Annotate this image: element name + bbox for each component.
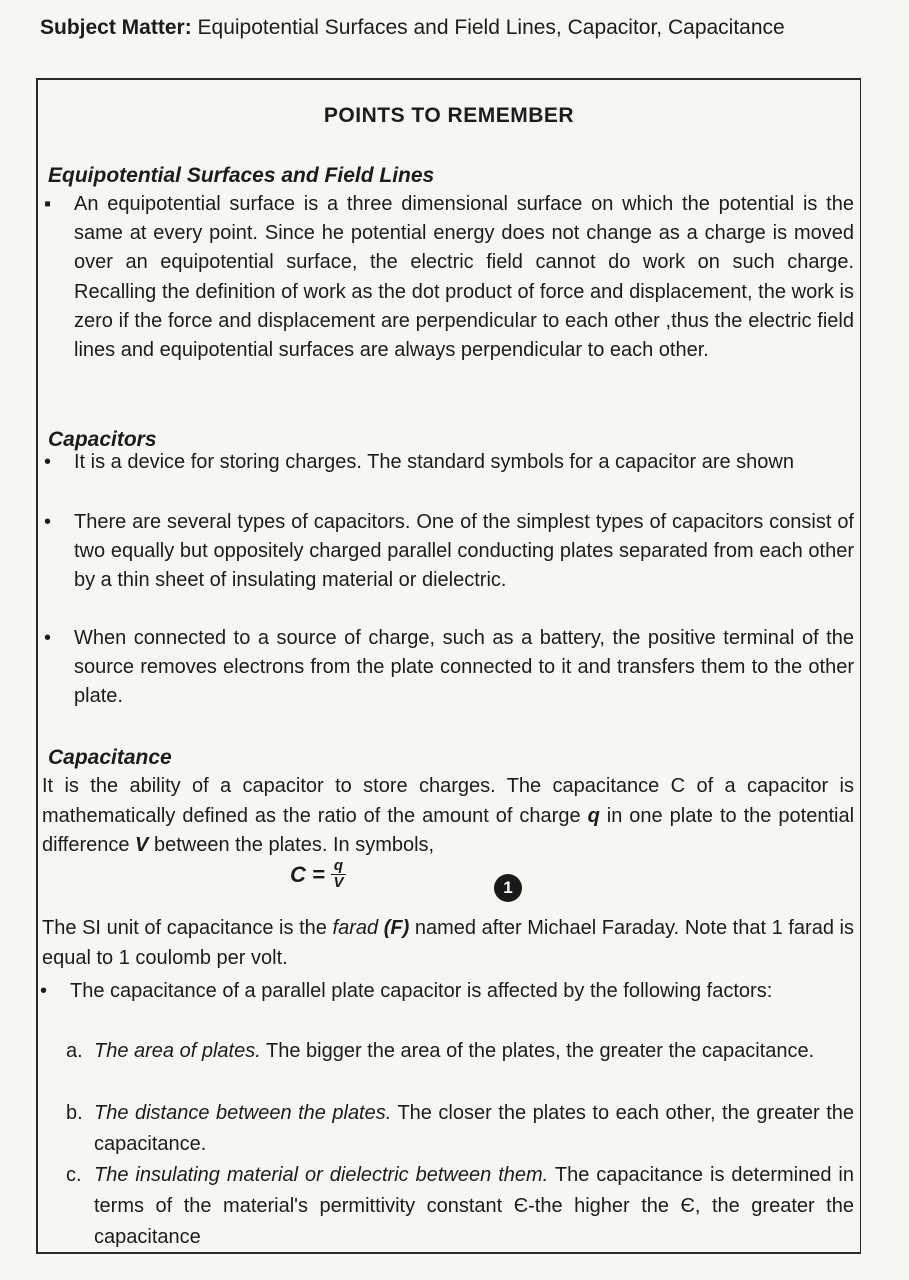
bullet-marker: • <box>44 511 52 533</box>
factor-title: The insulating material or dielectric between them. <box>94 1164 549 1186</box>
factor-title: The area of plates. <box>94 1040 261 1062</box>
definition-part-2: in one plate to the potential difference <box>42 804 855 856</box>
capacitors-heading: Capacitors <box>48 428 157 451</box>
capacitors-bullet-2 <box>44 508 854 596</box>
factor-b <box>66 1098 854 1160</box>
si-part-2: named after Michael Faraday. Note that 1 farad is equal to 1 coulomb per volt. <box>42 917 854 969</box>
capacitance-definition <box>42 772 854 861</box>
equipotential-heading: Equipotential Surfaces and Field Lines <box>48 164 435 187</box>
capacitance-formula <box>290 858 346 891</box>
factor-c <box>66 1160 854 1253</box>
si-unit-paragraph <box>42 914 854 973</box>
equipotential-bullet <box>44 190 854 365</box>
formula-numerator: q <box>331 858 346 875</box>
factor-title: The distance between the plates. <box>94 1102 392 1124</box>
symbol-v: V <box>135 834 149 856</box>
bullet-marker: ▪ <box>44 193 52 215</box>
capacitors-bullet-2-text: There are several types of capacitors. One of the simplest types of capacitors consist of two equally but oppositely charged parallel conducting plates separated from each other by a thin sheet of insulating material or dielectric. <box>74 511 854 592</box>
bullet-marker: • <box>44 627 52 649</box>
factors-intro: The capacitance of a parallel plate capacitor is affected by the following factors: <box>70 980 773 1002</box>
capacitors-bullet-3 <box>44 624 854 712</box>
formula-fraction <box>331 858 346 891</box>
formula-denominator: V <box>333 874 344 891</box>
subject-matter-header <box>40 14 880 42</box>
capacitance-heading: Capacitance <box>48 746 172 769</box>
factor-marker: c. <box>66 1164 82 1186</box>
capacitors-bullet-3-text: When connected to a source of charge, such as a battery, the positive terminal of the source removes electrons from the plate connected to it and transfers them to the other plate. <box>74 627 854 708</box>
factor-text: The bigger the area of the plates, the greater the capacitance. <box>265 1040 815 1062</box>
definition-part-3: between the plates. In symbols, <box>153 834 435 856</box>
factor-text: The capacitance is determined in terms of the material's permittivity constant Є-the higher the Є, the greater the capacitance <box>94 1164 854 1248</box>
subject-matter-label: Subject Matter: <box>40 16 192 39</box>
factors-bullet <box>40 976 854 1007</box>
factor-marker: a. <box>66 1040 83 1062</box>
formula-number-badge: 1 <box>494 874 522 902</box>
factor-text: The closer the plates to each other, the greater the capacitance. <box>94 1102 854 1155</box>
si-part-1: The SI unit of capacitance is the <box>42 917 327 939</box>
formula-lhs: C = <box>290 861 325 887</box>
points-to-remember-box <box>36 78 861 1254</box>
bullet-marker: • <box>44 451 52 473</box>
bullet-marker: • <box>40 980 48 1002</box>
symbol-q: q <box>587 804 600 827</box>
equipotential-bullet-text: An equipotential surface is a three dimensional surface on which the potential is the same at every point. Since he potential energy does not change as a charge is moved over an equipotential surface, the electric field cannot do work on such charge. Recalling the definition of work as the dot product of force and displacement, the work is zero if the force and displacement are perpendicular to each other ,thus the electric field lines and equipotential surfaces are always perpendicular to each other. <box>74 193 854 362</box>
factor-a <box>66 1036 854 1067</box>
si-symbol: (F) <box>383 917 410 939</box>
factor-marker: b. <box>66 1102 83 1124</box>
capacitors-bullet-1-text: It is a device for storing charges. The standard symbols for a capacitor are shown <box>74 451 794 473</box>
si-farad: farad <box>332 917 379 939</box>
capacitors-bullet-1 <box>44 448 854 477</box>
box-title: POINTS TO REMEMBER <box>323 104 575 127</box>
definition-part-1: It is the ability of a capacitor to store charges. The capacitance C of a capacitor is mathematically defined as the ratio of the amount of charge <box>42 775 854 827</box>
subject-matter-text: Equipotential Surfaces and Field Lines, Capacitor, Capacitance <box>197 16 785 39</box>
